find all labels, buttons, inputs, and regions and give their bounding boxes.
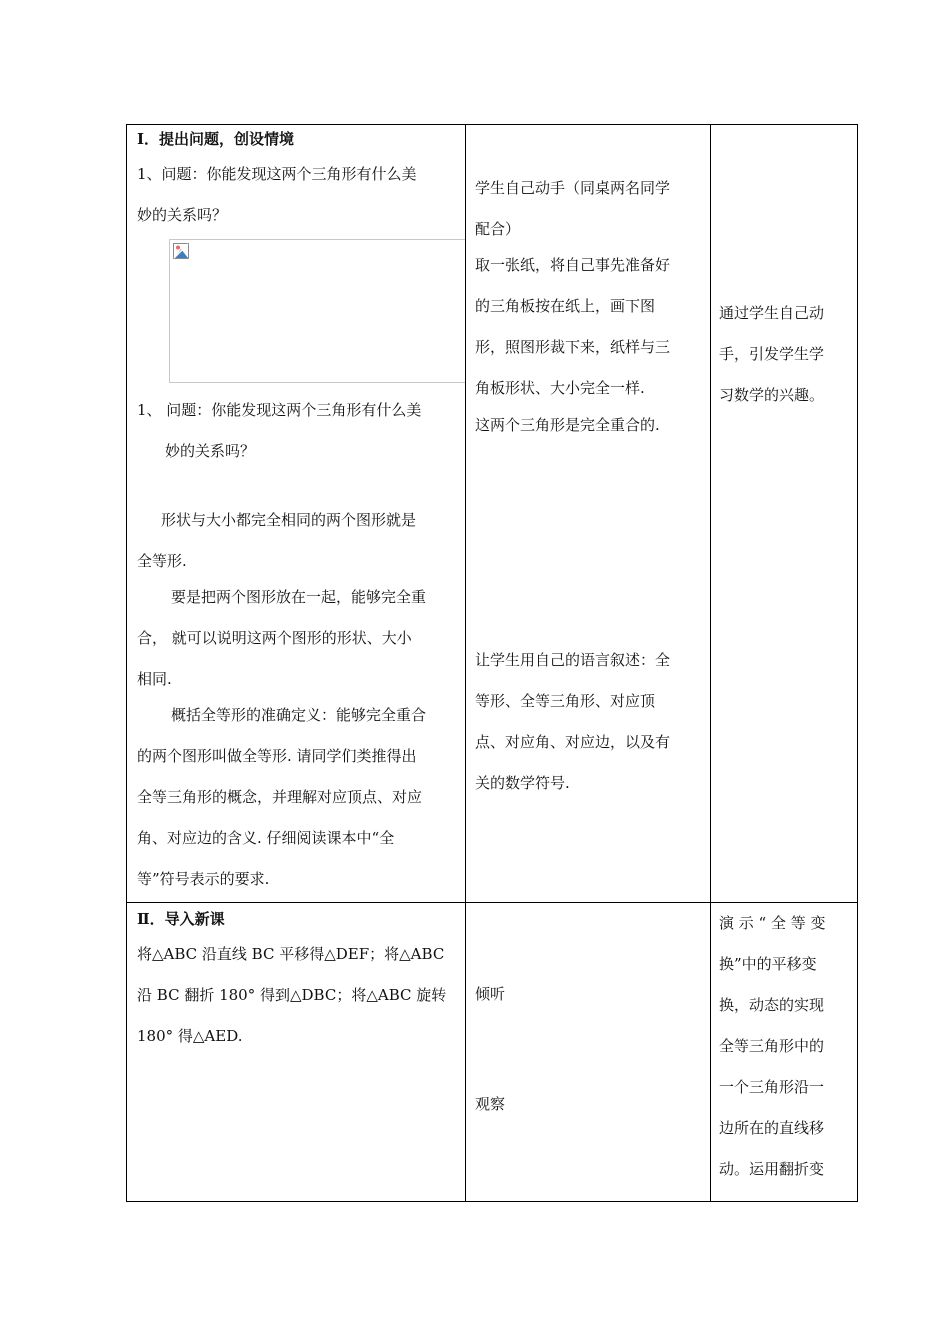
student-activity-line: 配合） (475, 220, 521, 238)
design-intent-line: 习数学的兴趣。 (719, 386, 825, 404)
summary-line: 概括全等形的准确定义：能够完全重合 (171, 706, 427, 724)
student-activity-line: 学生自己动手（同桌两名同学 (475, 179, 671, 197)
summary-line: 全等三角形的概念，并理解对应顶点、对应 (137, 788, 423, 806)
demo-line: 换，动态的实现 (719, 996, 825, 1014)
design-intent-line: 手，引发学生学 (719, 345, 825, 363)
demo-line: 全等三角形中的 (719, 1037, 825, 1055)
student-activity-line: 等形、全等三角形、对应顶 (475, 692, 656, 710)
summary-line: 的两个图形叫做全等形. 请同学们类推得出 (137, 747, 417, 765)
student-activity-line: 形，照图形裁下来，纸样与三 (475, 338, 671, 356)
design-intent-line: 通过学生自己动 (719, 304, 825, 322)
section2-header: Ⅱ．导入新课 (137, 910, 225, 928)
transform-line: 将△ABC 沿直线 BC 平移得△DEF；将△ABC (137, 945, 445, 963)
row-divider (127, 902, 857, 903)
transform-line: 沿 BC 翻折 180° 得到△DBC；将△ABC 旋转 (137, 986, 447, 1004)
demo-line: 动。运用翻折变 (719, 1160, 825, 1178)
overlap-line: 合， 就可以说明这两个图形的形状、大小 (137, 629, 412, 647)
question-line: 妙的关系吗？ (137, 206, 228, 224)
demo-line: 演 示 “ 全 等 变 (719, 914, 826, 932)
student-activity-line: 点、对应角、对应边，以及有 (475, 733, 671, 751)
question-line: 1、 问题：你能发现这两个三角形有什么美 (137, 401, 422, 419)
summary-line: 等”符号表示的要求. (137, 870, 270, 888)
demo-line: 边所在的直线移 (719, 1119, 825, 1137)
student-activity-line: 取一张纸，将自己事先准备好 (475, 256, 671, 274)
student-activity-line: 关的数学符号. (475, 774, 570, 792)
student-activity-line: 的三角板按在纸上，画下图 (475, 297, 656, 315)
observe-text: 观察 (475, 1095, 506, 1113)
definition-line: 全等形. (137, 552, 187, 570)
question-line: 1、问题：你能发现这两个三角形有什么美 (137, 165, 417, 183)
column-divider-2 (710, 125, 711, 1201)
demo-line: 换”中的平移变 (719, 955, 817, 973)
transform-line: 180° 得△AED. (137, 1027, 243, 1045)
lesson-table (126, 124, 858, 1202)
demo-line: 一个三角形沿一 (719, 1078, 825, 1096)
broken-image-icon (173, 243, 189, 259)
section1-header: Ⅰ．提出问题，创设情境 (137, 130, 295, 148)
listen-text: 倾听 (475, 985, 506, 1003)
overlap-line: 要是把两个图形放在一起，能够完全重 (171, 588, 427, 606)
question-line: 妙的关系吗？ (165, 442, 256, 460)
student-activity-line: 这两个三角形是完全重合的. (475, 416, 660, 434)
column-divider-1 (465, 125, 466, 1201)
student-activity-line: 角板形状、大小完全一样. (475, 379, 645, 397)
triangle-image-placeholder (169, 239, 465, 383)
student-activity-line: 让学生用自己的语言叙述：全 (475, 651, 671, 669)
definition-line: 形状与大小都完全相同的两个图形就是 (161, 511, 417, 529)
overlap-line: 相同. (137, 670, 172, 688)
summary-line: 角、对应边的含义. 仔细阅读课本中“全 (137, 829, 395, 847)
